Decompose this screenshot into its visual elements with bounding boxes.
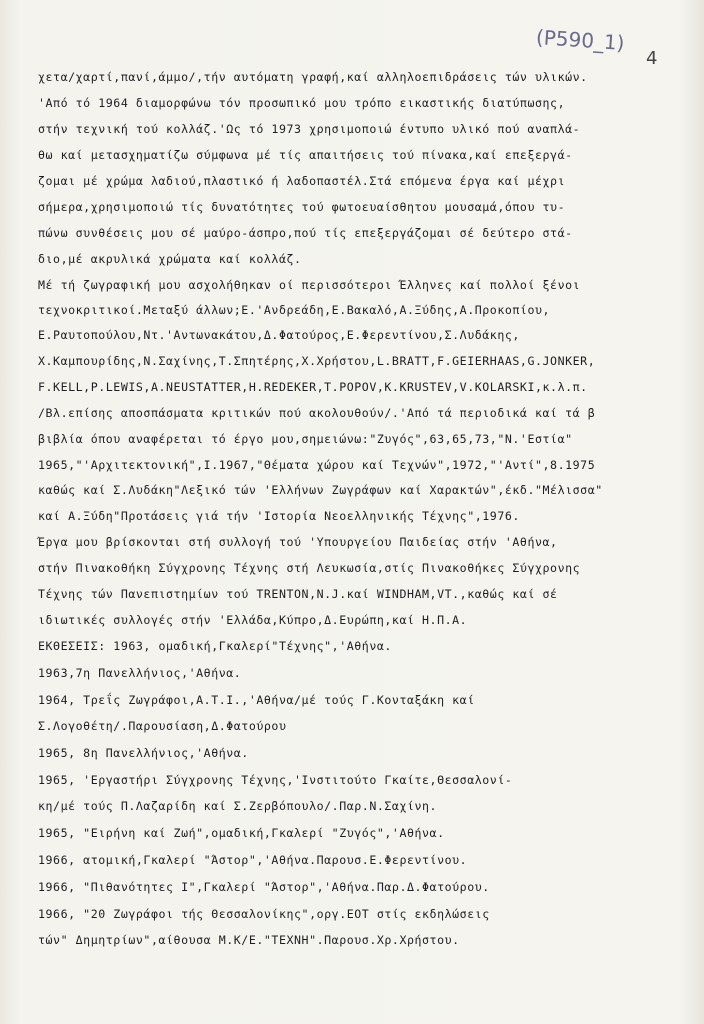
text-line: F.KELL,P.LEWIS,A.NEUSTATTER,H.REDEKER,T.POPOV,K.KRUSTEV,V.KOLARSKI,κ.λ.π. bbox=[38, 380, 588, 394]
text-line: Έργα μου βρίσκονται στή συλλογή τού 'Υπουργείου Παιδείας στήν 'Αθήνα, bbox=[38, 535, 558, 549]
text-line: Χ.Καμπουρίδης,Ν.Σαχίνης,Τ.Σπητέρης,Χ.Χρήστου,L.BRATT,F.GEIERHAAS,G.JONKER, bbox=[38, 354, 596, 368]
text-line: πώνω συνθέσεις μου σέ μαύρο-άσπρο,πού τίς επεξεργάζομαι σέ δεύτερο στά- bbox=[38, 226, 573, 240]
text-line: 'Από τό 1964 διαμορφώνω τόν προσωπικό μου τρόπο εικαστικής διατύπωσης, bbox=[38, 96, 566, 110]
text-line: 1965, "Ειρήνη καί Ζωή",ομαδική,Γκαλερί "Ζυγός",'Αθήνα. bbox=[38, 826, 445, 840]
text-line: σήμερα,χρησιμοποιώ τίς δυνατότητες τού φωτοευαίσθητου μουσαμά,όπου τυ- bbox=[38, 200, 566, 214]
text-line: Μέ τή ζωγραφική μου ασχολήθηκαν οί περισσότεροι Έλληνες καί πολλοί ξένοι bbox=[38, 278, 581, 292]
text-line: Ε.Ραυτοπούλου,Ντ.'Αντωνακάτου,Δ.Φατούρος,Ε.Φερεντίνου,Σ.Λυδάκης, bbox=[38, 328, 520, 342]
text-line: τεχνοκριτικοί.Μεταξύ άλλων;Ε.'Ανδρεάδη,Ε.Βακαλό,Α.Ξύδης,Α.Προκοπίου, bbox=[38, 303, 551, 317]
page-number: 4 bbox=[646, 48, 658, 69]
text-line: 1966, "Πιθανότητες I",Γκαλερί "Άστορ",'Αθήνα.Παρ.Δ.Φατούρου. bbox=[38, 880, 490, 894]
text-line: 1965, 'Εργαστήρι Σύγχρονης Τέχνης,'Ινστιτούτο Γκαίτε,Θεσσαλονί- bbox=[38, 773, 513, 787]
text-line: /Βλ.επίσης αποσπάσματα κριτικών πού ακολουθούν/.'Από τά περιοδικά καί τά β bbox=[38, 406, 596, 420]
text-line: διο,μέ ακρυλικά χρώματα καί κολλάζ. bbox=[38, 252, 302, 266]
text-line: Σ.Λογοθέτη/.Παρουσίαση,Δ.Φατούρου bbox=[38, 719, 287, 733]
text-line: στήν Πινακοθήκη Σύγχρονης Τέχνης στή Λευκωσία,στίς Πινακοθήκες Σύγχρονης bbox=[38, 561, 581, 575]
text-line: κη/μέ τούς Π.Λαζαρίδη καί Σ.Ζερβόπουλο/.Παρ.Ν.Σαχίνη. bbox=[38, 799, 438, 813]
text-line: θω καί μετασχηματίζω σύμφωνα μέ τίς απαιτήσεις τού πίνακα,καί επεξεργά- bbox=[38, 148, 573, 162]
text-line: 1966, ατομική,Γκαλερί "Άστορ",'Αθήνα.Παρουσ.Ε.Φερεντίνου. bbox=[38, 853, 468, 867]
text-line: ιδιωτικές συλλογές στήν 'Ελλάδα,Κύπρο,Δ.Ευρώπη,καί Η.Π.Α. bbox=[38, 613, 468, 627]
text-line: χετα/χαρτί,πανί,άμμο/,τήν αυτόματη γραφή,καί αλληλοεπιδράσεις τών υλικών. bbox=[38, 70, 588, 84]
text-line: καί Α.Ξύδη"Προτάσεις γιά τήν 'Ιστορία Νεοελληνικής Τέχνης",1976. bbox=[38, 509, 520, 523]
text-line: 1965,"'Αρχιτεκτονική",Ι.1967,"Θέματα χώρου καί Τεχνών",1972,"'Αντί",8.1975 bbox=[38, 458, 596, 472]
text-line: τών" Δημητρίων",αίθουσα Μ.Κ/Ε."ΤΕΧΝΗ".Παρουσ.Χρ.Χρήστου. bbox=[38, 933, 460, 947]
text-line: Τέχνης τών Πανεπιστημίων τού TRENTON,N.J.καί WINDHAM,VT.,καθώς καί σέ bbox=[38, 587, 558, 601]
text-line: 1965, 8η Πανελλήνιος,'Αθήνα. bbox=[38, 746, 249, 760]
text-line: ΕΚΘΕΣΕΙΣ: 1963, ομαδική,Γκαλερί"Τέχνης",'Αθήνα. bbox=[38, 639, 392, 653]
text-line: 1966, "20 Ζωγράφοι τής Θεσσαλονίκης",οργ.ΕΟΤ στίς εκδηλώσεις bbox=[38, 907, 490, 921]
text-line: καθώς καί Σ.Λυδάκη"Λεξικό τών 'Ελλήνων Ζωγράφων καί Χαρακτών",έκδ."Μέλισσα" bbox=[38, 483, 603, 497]
text-line: 1964, Τρεΐς Ζωγράφοι,Α.Τ.Ι.,'Αθήνα/μέ τούς Γ.Κονταξάκη καί bbox=[38, 693, 475, 707]
text-line: 1963,7η Πανελλήνιος,'Αθήνα. bbox=[38, 666, 242, 680]
text-line: ζομαι μέ χρώμα λαδιού,πλαστικό ή λαδοπαστέλ.Στά επόμενα έργα καί μέχρι bbox=[38, 174, 566, 188]
text-line: στήν τεχνική τού κολλάζ.'Ως τό 1973 χρησιμοποιώ έντυπο υλικό πού αναπλά- bbox=[38, 122, 581, 136]
text-line: βιβλία όπου αναφέρεται τό έργο μου,σημειώνω:"Ζυγός",63,65,73,"Ν.'Εστία" bbox=[38, 432, 573, 446]
handwritten-archive-note: (P590_1) bbox=[535, 24, 626, 56]
